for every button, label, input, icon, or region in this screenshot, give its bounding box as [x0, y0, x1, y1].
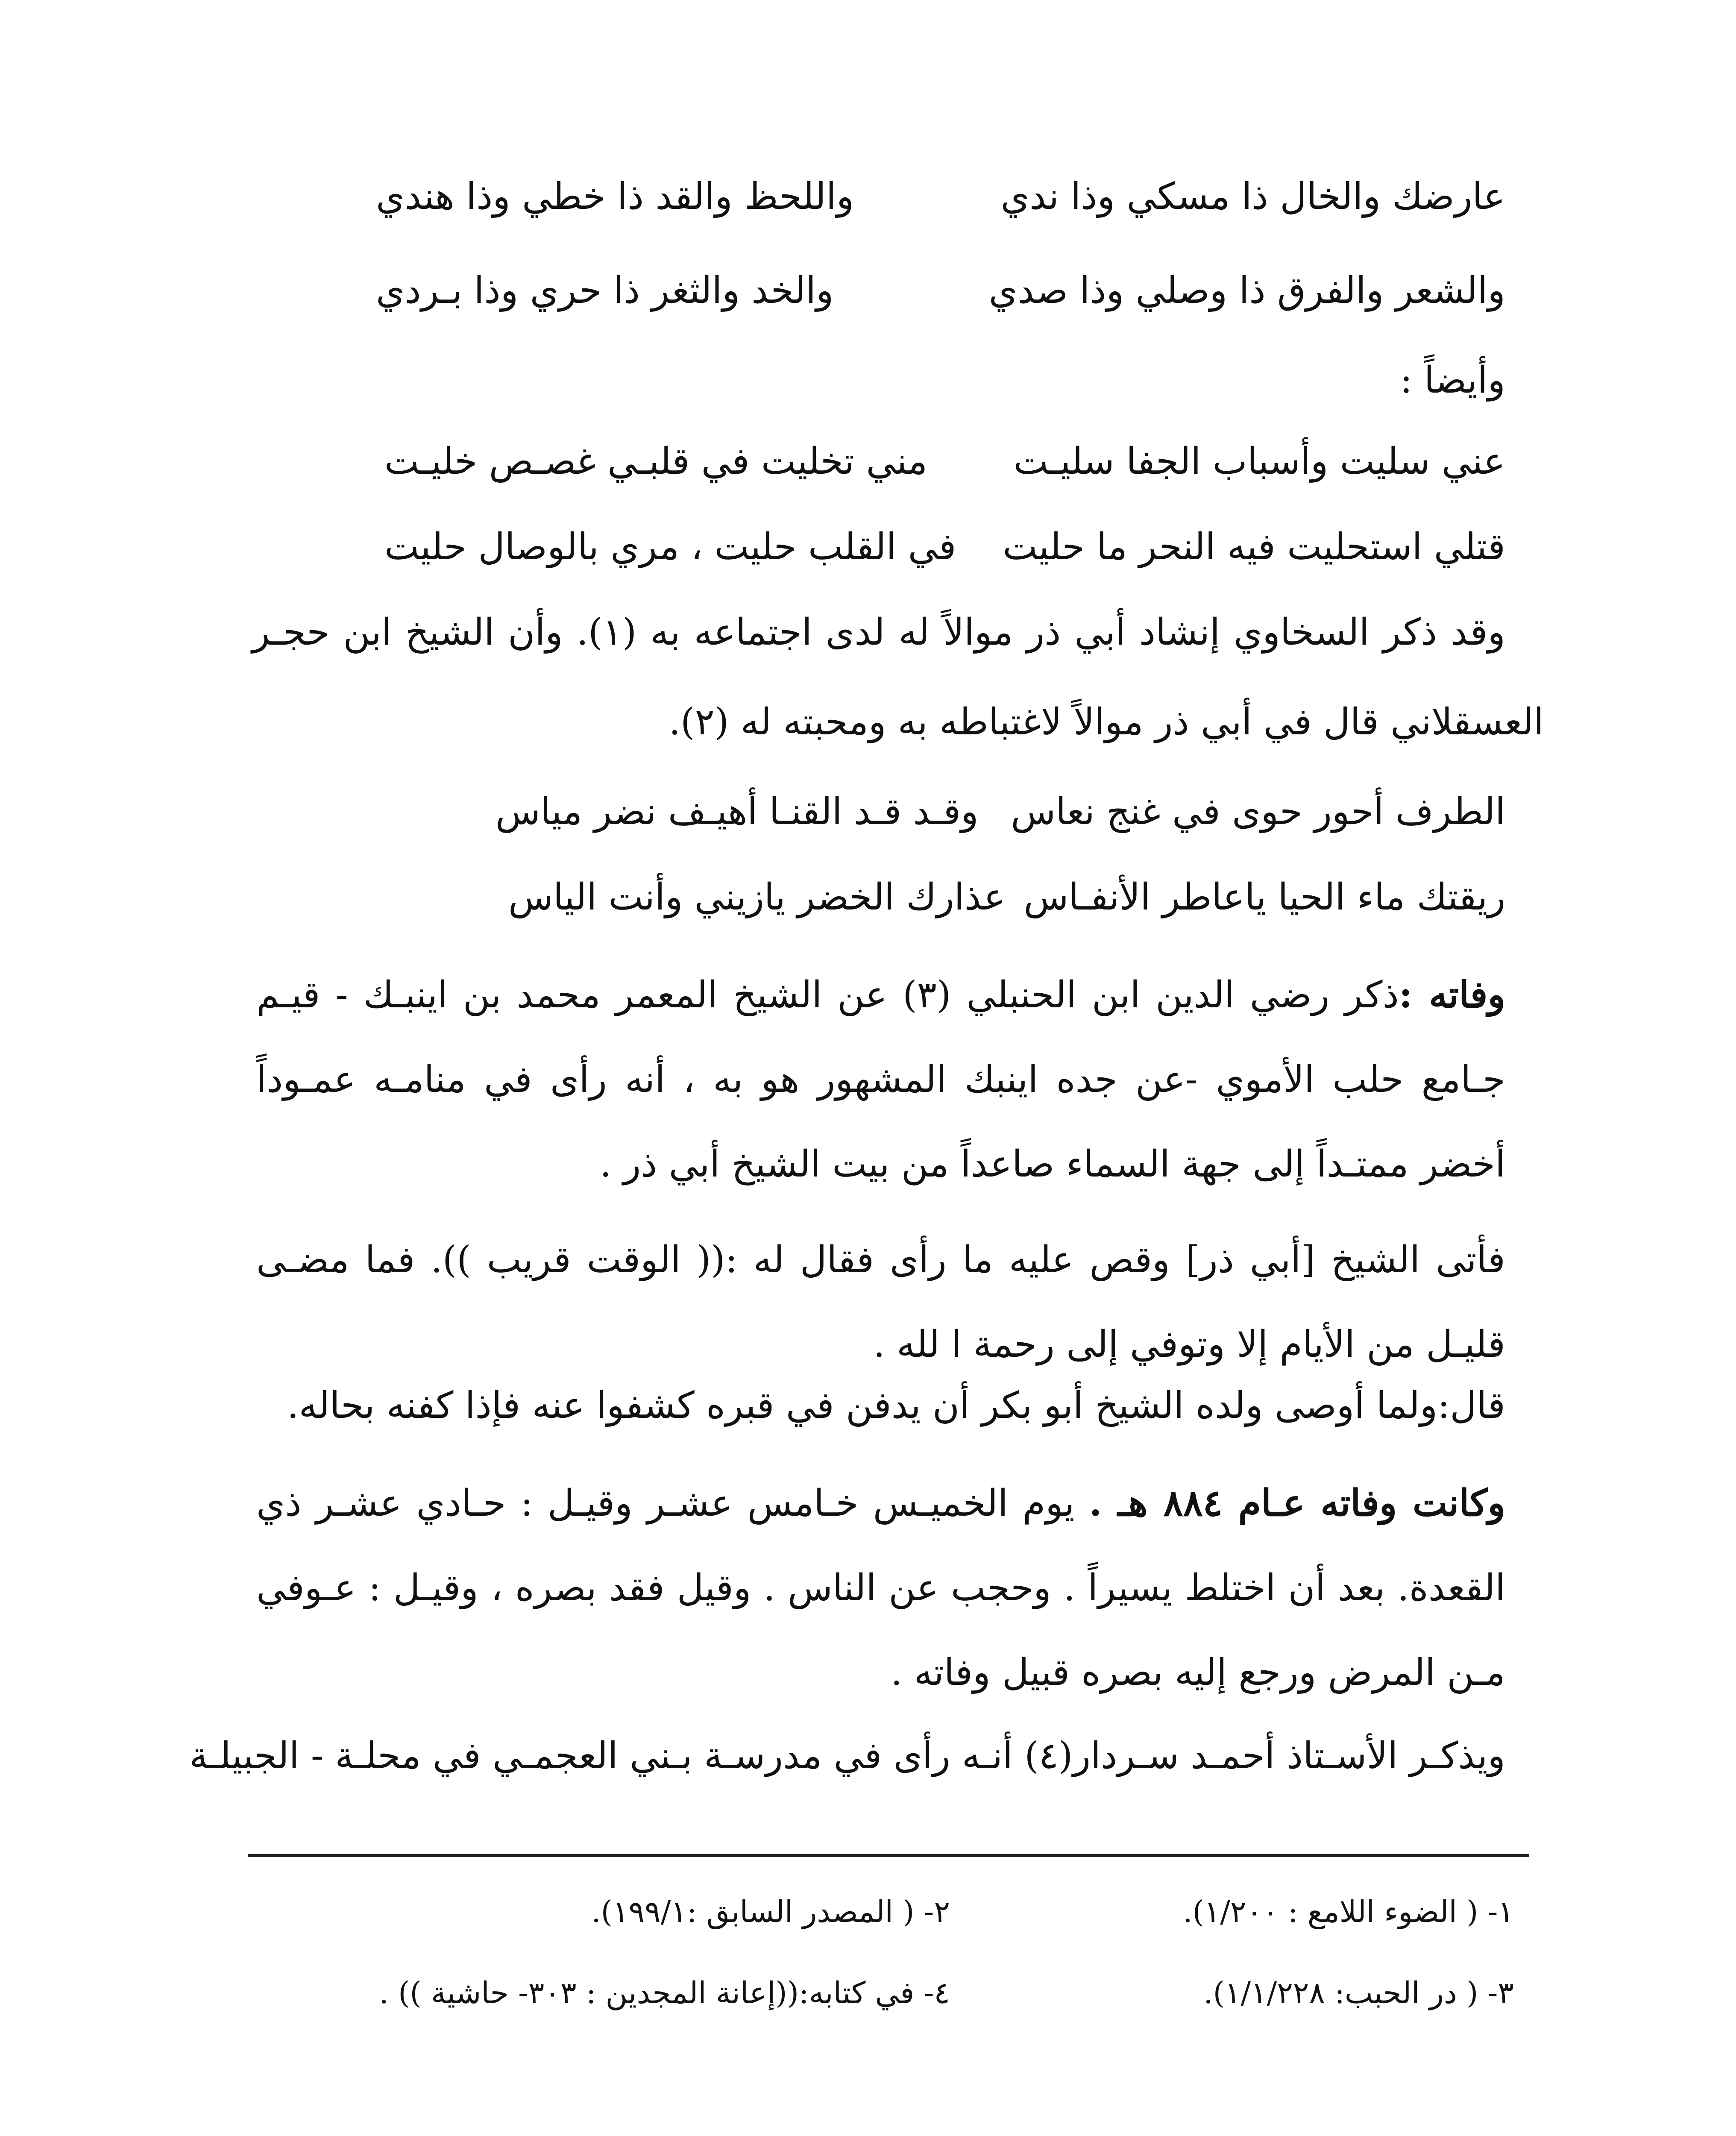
footnote-2: ٢- ( المصدر السابق :١٩٩/١).	[591, 1894, 950, 1929]
paragraph-1-line-1: وقد ذكر السخاوي إنشاد أبي ذر موالاً له لدى اجتماعه به (١). وأن الشيخ ابن حجـر	[252, 611, 1505, 654]
also-label: وأيضاً :	[1400, 359, 1505, 402]
verse-6-hemistich-1: ريقتك ماء الحيا ياعاطر الأنفـاس	[1023, 876, 1505, 918]
paragraph-dream: فأتى الشيخ [أبي ذر] وقص عليه ما رأى فقال له :(( الوقت قريب )). فما مضـى قليـل من الأيام إلا وتوفي إلى رحمة ا لله .	[256, 1238, 1505, 1366]
paragraph-sardar: ويذكـر الأسـتاذ أحمـد سـردار(٤) أنـه رأى في مدرسـة بـني العجمـي في محلـة - الجبيلـة	[189, 1734, 1505, 1777]
death-heading: وفاته :	[1399, 973, 1506, 1016]
paragraph-death-date	[256, 1461, 1505, 1715]
paragraph-burial: قال:ولما أوصى ولده الشيخ أبو بكر أن يدفن في قبره كشفوا عنه فإذا كفنه بحاله.	[287, 1384, 1505, 1427]
verse-1-hemistich-1: عارضك والخال ذا مسكي وذا ندي	[1000, 175, 1505, 218]
footnote-3: ٣- ( در الحبب: ١/١/٢٢٨).	[1203, 1975, 1514, 2010]
verse-4-hemistich-2: في القلب حليت ، مري بالوصال حليت	[384, 525, 956, 568]
verse-3-hemistich-2: مني تخليت في قلبـي غصـص خليـت	[384, 440, 928, 483]
death-date-text: يوم الخميـس خـامس عشـر وقيـل : حـادي عشـر ذي القعدة. بعد أن اختلط يسيراً . وحجب عن الناس . وقيل فقد بصره ، وقيـل : عـوفي مـن المرض ورجع إليه بصره قبيل وفاته .	[256, 1482, 1505, 1694]
verse-5-hemistich-2: وقـد قـد القنـا أهيـف نضر مياس	[496, 790, 979, 833]
footnote-4: ٤- في كتابه:((إعانة المجدين : ٣٠٣- حاشية )) .	[379, 1975, 950, 2010]
verse-5-hemistich-1: الطرف أحور حوى في غنج نعاس	[1011, 790, 1505, 833]
verse-4-hemistich-1: قتلي استحليت فيه النحر ما حليت	[1003, 525, 1505, 568]
verse-6-hemistich-2: عذارك الخضر يازيني وأنت الياس	[508, 876, 1006, 918]
footnote-1: ١- ( الضوء اللامع : ١/٢٠٠).	[1183, 1894, 1514, 1929]
verse-1-hemistich-2: واللحظ والقد ذا خطي وذا هندي	[376, 175, 854, 218]
death-year: وكانت وفاته عـام ٨٨٤ هـ .	[1089, 1482, 1505, 1525]
paragraph-death	[256, 953, 1505, 1206]
verse-3-hemistich-1: عني سليت وأسباب الجفا سليـت	[1013, 440, 1505, 483]
footnote-separator	[248, 1854, 1529, 1857]
death-text: ذكر رضي الدين ابن الحنبلي (٣) عن الشيخ المعمر محمد بن اينبـك - قيـم جـامع حلب الأموي -عن جده اينبك المشهور هو به ، أنه رأى في منامـه عمـوداً أخضر ممتـداً إلى جهة السماء صاعداً من بيت الشيخ أبي ذر .	[256, 974, 1505, 1185]
verse-2-hemistich-2: والخد والثغر ذا حري وذا بـردي	[376, 269, 834, 312]
paragraph-1-line-2: العسقلاني قال في أبي ذر موالاً لاغتباطه به ومحبته له (٢).	[669, 701, 1544, 743]
verse-2-hemistich-1: والشعر والفرق ذا وصلي وذا صدي	[988, 269, 1505, 312]
